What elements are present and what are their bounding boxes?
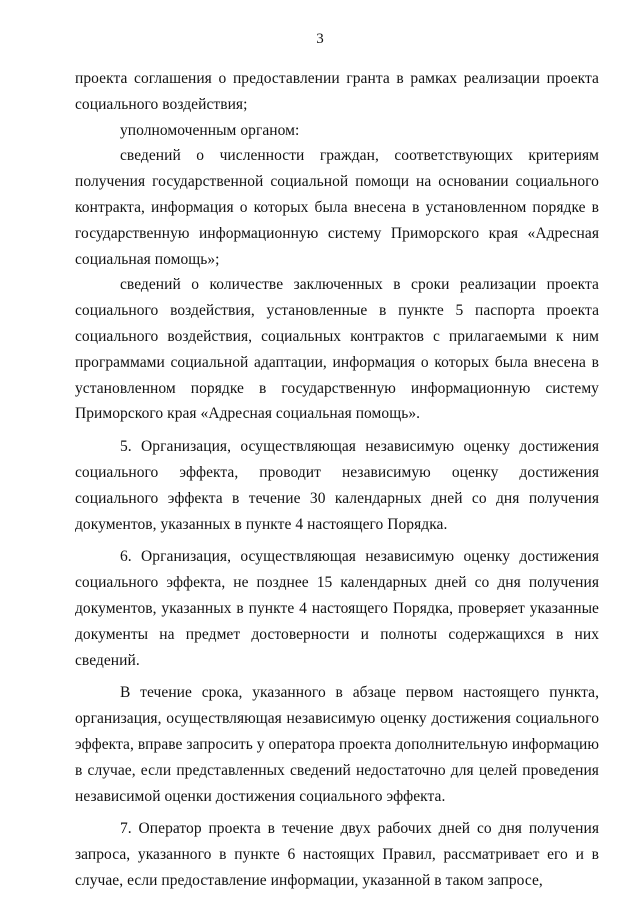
paragraph-authorized-body: уполномоченным органом: bbox=[120, 121, 300, 139]
paragraph-item-7: 7. Оператор проекта в течение двух рабочих дней со дня получения запроса, указанного в пункте 6 настоящих Правил, рассматривает его и в случае, если предоставление информации, указанной в таком запросе, bbox=[75, 820, 599, 889]
paragraph-item-5: 5. Организация, осуществляющая независимую оценку достижения социального эффекта, проводит независимую оценку достижения социального эффекта в течение 30 календарных дней со дня получения документов, указанных в пункте 4 настоящего Порядка. bbox=[75, 438, 599, 533]
document-body bbox=[75, 66, 599, 894]
page-number: 3 bbox=[316, 31, 324, 47]
paragraph-contracts-count: сведений о количестве заключенных в сроки реализации проекта социального воздействия, установленные в пункте 5 паспорта проекта социального воздействия, социальных контрактов с прилагаемыми к ним программами социальной адаптации, информация о которых была внесена в установленном порядке в государственную информационную систему Приморского края «Адресная социальная помощь». bbox=[75, 276, 599, 423]
paragraph-item-6: 6. Организация, осуществляющая независимую оценку достижения социального эффекта, не позднее 15 календарных дней со дня получения документов, указанных в пункте 4 настоящего Порядка, проверяет указанные документы на предмет достоверности и полноты содержащихся в них сведений. bbox=[75, 548, 599, 669]
paragraph-continuation: проекта соглашения о предоставлении гранта в рамках реализации проекта социального воздействия; bbox=[75, 70, 599, 113]
paragraph-citizens-count: сведений о численности граждан, соответствующих критериям получения государственной социальной помощи на основании социального контракта, информация о которых была внесена в установленном порядке в государственную информационную систему Приморского края «Адресная социальная помощь»; bbox=[75, 147, 599, 268]
paragraph-item-6-term: В течение срока, указанного в абзаце первом настоящего пункта, организация, осуществляющая независимую оценку достижения социального эффекта, вправе запросить у оператора проекта дополнительную информацию в случае, если представленных сведений недостаточно для целей проведения независимой оценки достижения социального эффекта. bbox=[75, 684, 599, 805]
